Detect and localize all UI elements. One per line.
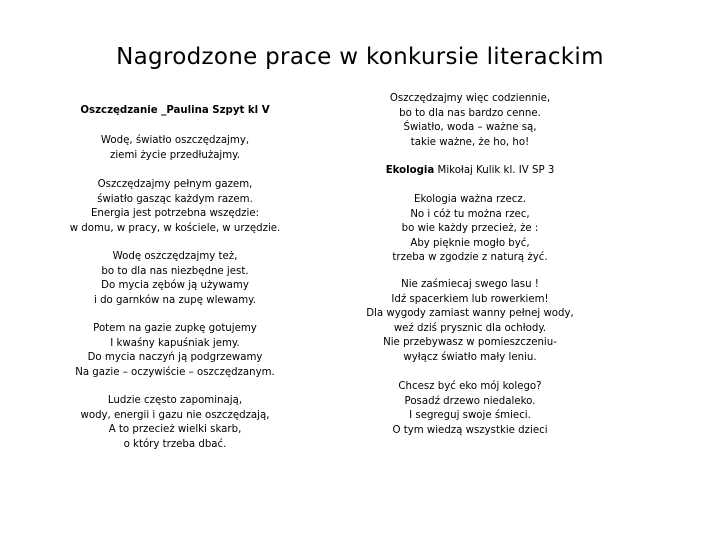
right-poem-heading-author: Mikołaj Kulik kl. IV SP 3 xyxy=(434,165,555,176)
poem-line: O tym wiedzą wszystkie dzieci xyxy=(392,424,548,436)
poem-line: Światło, woda – ważne są, xyxy=(403,122,537,134)
poem-line: Wodę oszczędzajmy też, xyxy=(112,251,238,262)
poem-line: Posadź drzewo niedaleko. xyxy=(404,395,536,407)
left-stanza-3 xyxy=(30,250,320,308)
poem-line: Aby pięknie mogło być, xyxy=(410,237,530,249)
poem-line: bo to dla nas bardzo cenne. xyxy=(399,107,541,119)
poem-line: wyłącz światło mały leniu. xyxy=(403,351,537,363)
poem-line: bo wie każdy przecież, że : xyxy=(401,223,539,235)
right-poem-heading-title: Ekologia xyxy=(385,165,435,176)
poem-line: Potem na gazie zupkę gotujemy xyxy=(93,323,257,334)
poem-line: bo to dla nas niezbędne jest. xyxy=(101,265,249,277)
poem-line: Nie przebywasz w pomieszczeniu- xyxy=(383,337,557,349)
right-poem-heading xyxy=(345,164,595,179)
poem-line: ziemi życie przedłużajmy. xyxy=(110,149,240,161)
poem-line: takie ważne, że ho, ho! xyxy=(410,136,530,148)
poem-line: No i cóż tu można rzec, xyxy=(410,208,530,220)
poem-line: Dla wygody zamiast wanny pełnej wody, xyxy=(366,308,574,320)
poem-line: Na gazie – oczywiście – oszczędzanym. xyxy=(75,366,275,378)
right-stanza-2 xyxy=(345,278,595,366)
poem-line: I kwaśny kapuśniak jemy. xyxy=(110,337,240,349)
poem-line: Wodę, światło oszczędzajmy, xyxy=(100,135,250,146)
poem-line: Do mycia zębów ją używamy xyxy=(101,280,249,292)
poem-line: o który trzeba dbać. xyxy=(123,438,227,450)
left-stanza-1 xyxy=(30,134,320,163)
page-title: Nagrodzone prace w konkursie literackim xyxy=(116,44,604,70)
poem-line: w domu, w pracy, w kościele, w urzędzie. xyxy=(69,222,281,234)
poem-line: trzeba w zgodzie z naturą żyć. xyxy=(392,252,548,264)
poem-line: Energia jest potrzebna wszędzie: xyxy=(90,208,260,220)
poem-line: Ludzie często zapominają, xyxy=(107,395,243,406)
left-stanza-4 xyxy=(30,322,320,380)
right-stanza-3 xyxy=(345,380,595,438)
poem-line: światło gasząc każdym razem. xyxy=(97,193,253,205)
left-poem-heading: Oszczędzanie _Paulina Szpyt kl V xyxy=(80,105,270,116)
poem-line: Idź spacerkiem lub rowerkiem! xyxy=(391,293,549,305)
poem-line: i do garnków na zupę wlewamy. xyxy=(94,294,256,306)
poem-line: Ekologia ważna rzecz. xyxy=(414,194,526,205)
left-poem-heading-block xyxy=(30,104,320,119)
right-continuation-stanza xyxy=(345,92,595,150)
poem-line: I segreguj swoje śmieci. xyxy=(409,410,531,422)
right-poem-heading-block xyxy=(345,164,595,179)
poem-line: Do mycia naczyń ją podgrzewamy xyxy=(87,352,263,364)
poem-line: weź dziś prysznic dla ochłody. xyxy=(393,322,547,334)
right-stanza-1 xyxy=(345,193,595,266)
poem-line: Oszczędzajmy pełnym gazem, xyxy=(97,179,253,190)
poem-line: A to przecież wielki skarb, xyxy=(108,424,242,436)
left-stanza-2 xyxy=(30,178,320,236)
poem-line: wody, energii i gazu nie oszczędzają, xyxy=(80,409,270,421)
left-stanza-5 xyxy=(30,394,320,452)
poem-line: Oszczędzajmy więc codziennie, xyxy=(389,93,551,104)
poem-line: Nie zaśmiecaj swego lasu ! xyxy=(401,279,539,290)
poem-line: Chcesz być eko mój kolego? xyxy=(398,381,542,392)
